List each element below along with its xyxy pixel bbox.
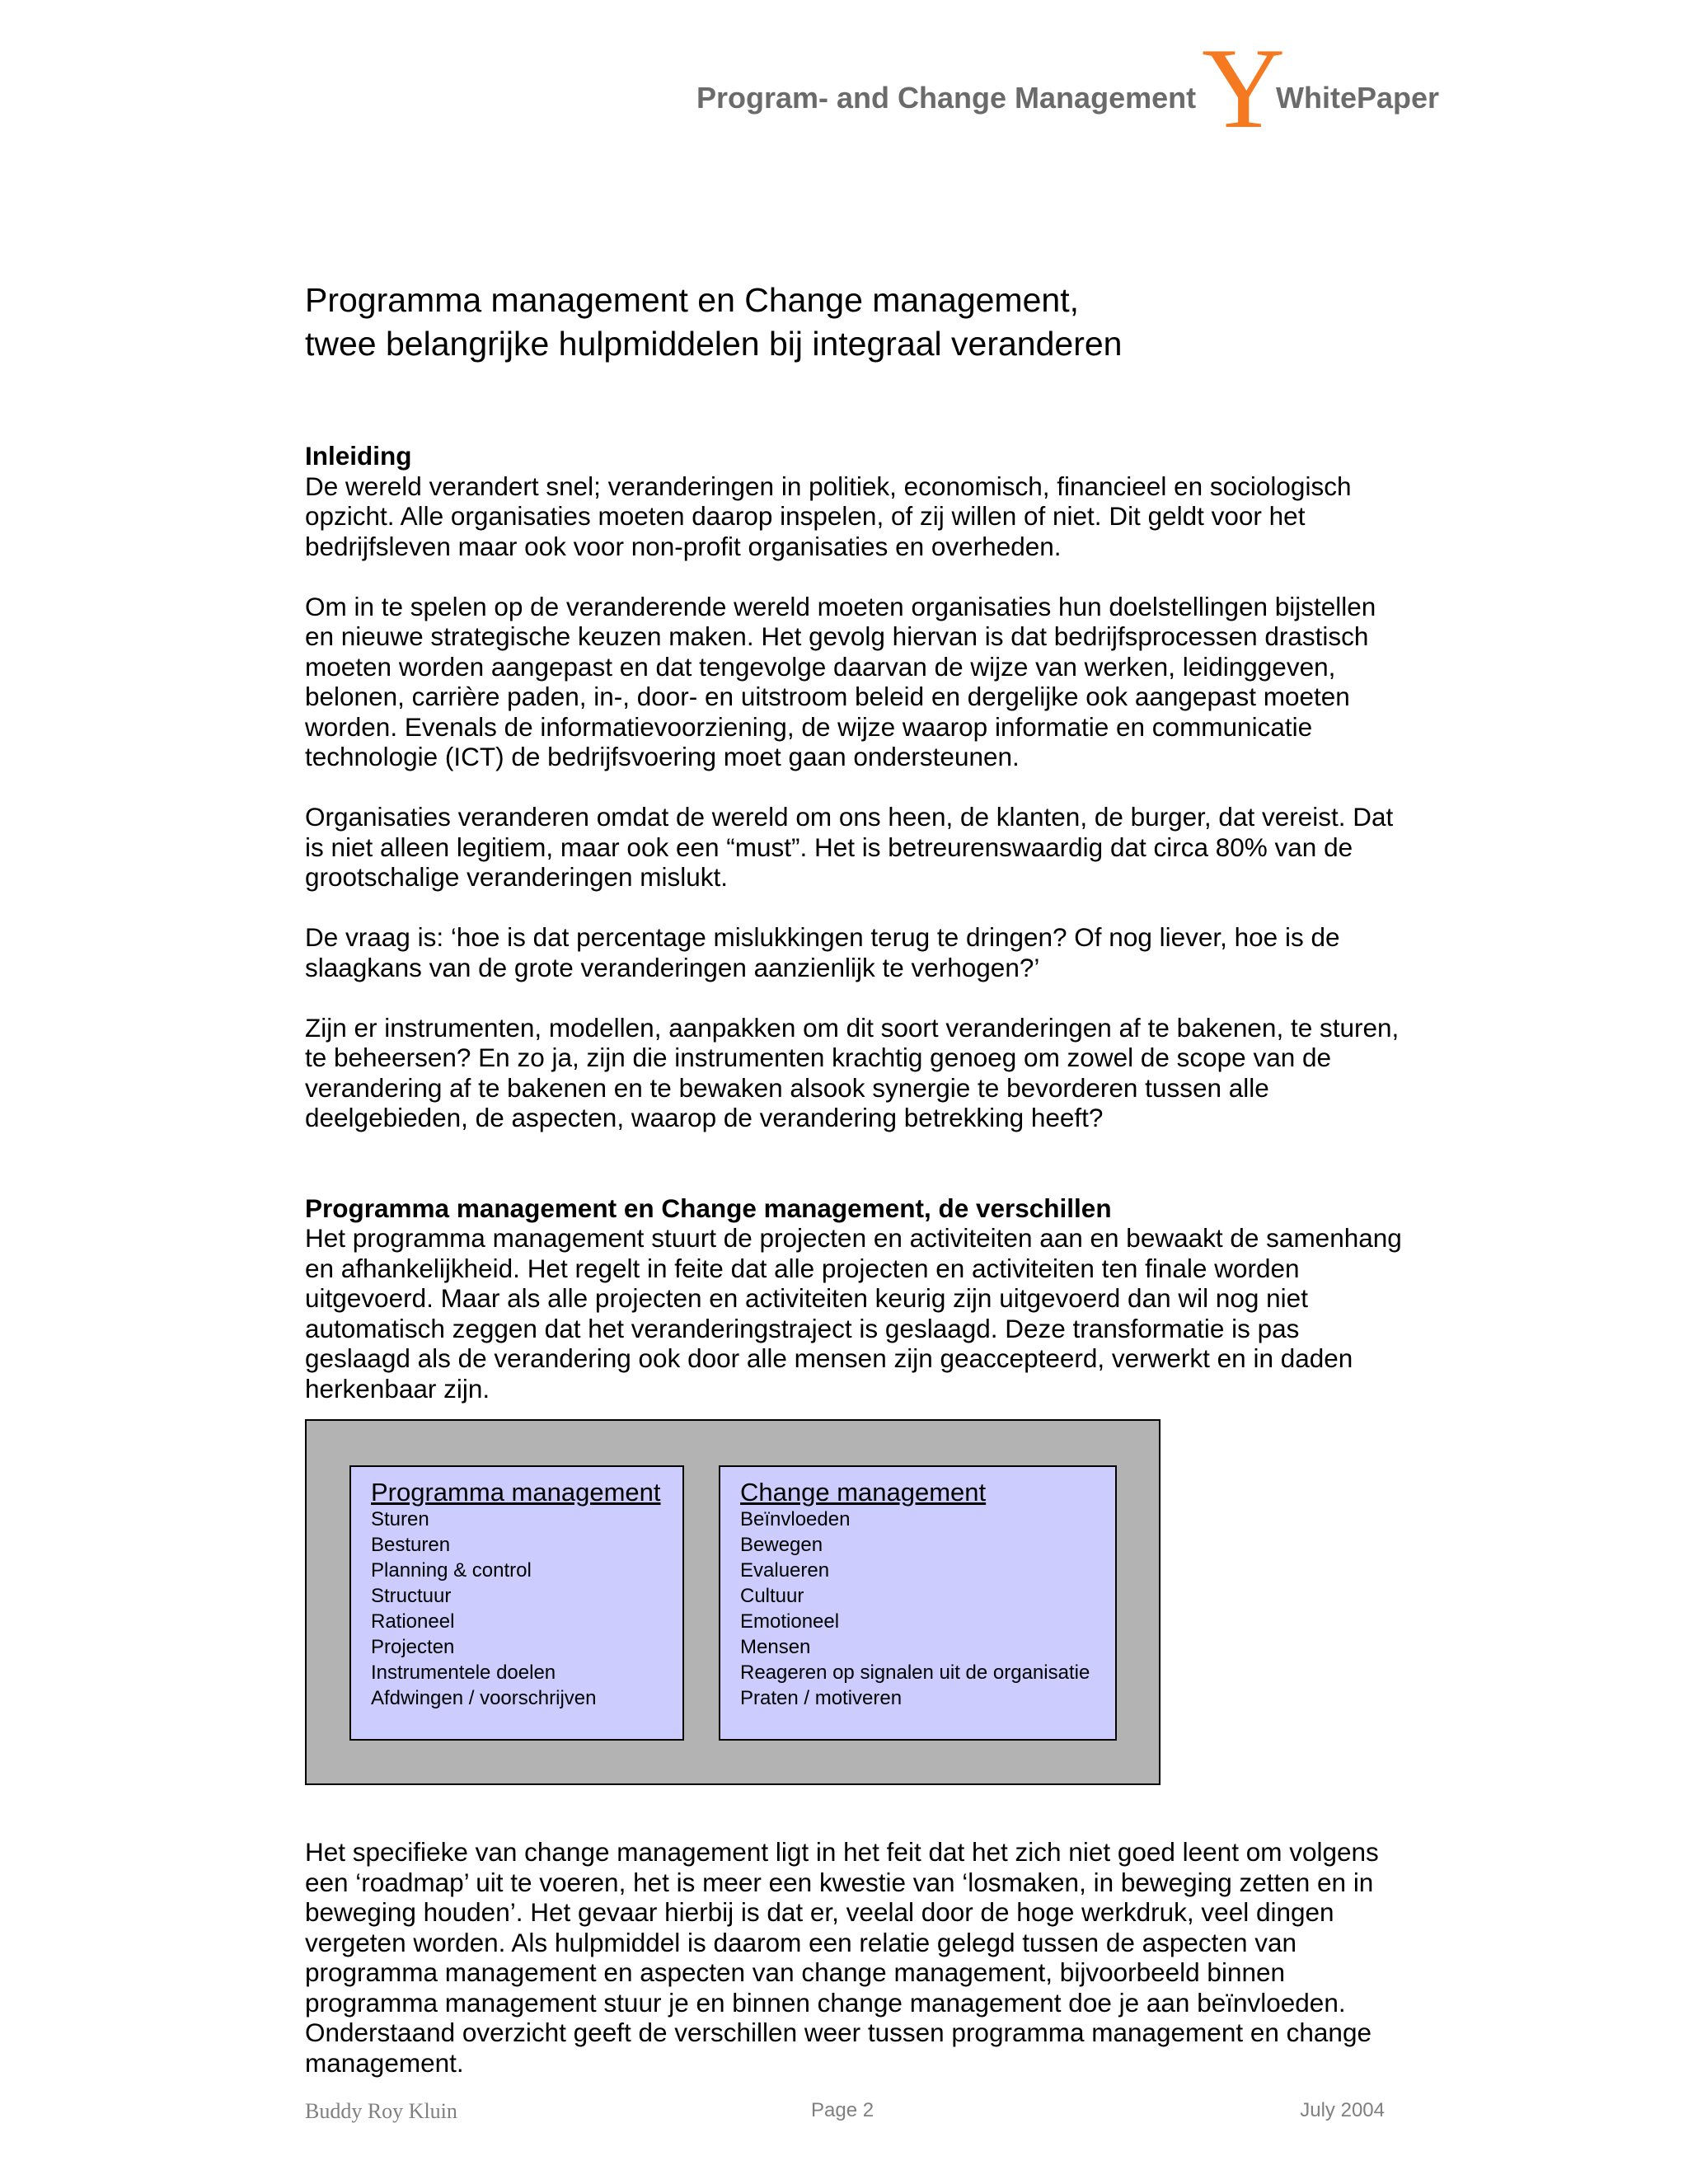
list-item: Besturen [371, 1534, 451, 1556]
section-heading-verschillen: Programma management en Change management, de verschillen [305, 1193, 1112, 1223]
list-item: Projecten [371, 1636, 455, 1658]
list-item: Beïnvloeden [740, 1508, 851, 1530]
box-list [740, 1507, 1115, 1711]
closing-paragraph: Het specifieke van change management ligt in het feit dat het zich niet goed leent om volgens een ‘roadmap’ uit te voeren, het is meer een kwestie van ‘losmaken, in beweging zetten en in beweging houden’. Het gevaar hierbij is dat er, veelal door de hoge werkdruk, veel dingen vergeten worden. Als hulpmiddel is daarom een relatie gelegd tussen de aspecten van programma management en aspecten van change management, bijvoorbeeld binnen programma management stuur je en binnen change management doe je aan beïnvloeden. Onderstaand overzicht geeft de verschillen weer tussen programma management en change management. [305, 1837, 1379, 2078]
list-item: Emotioneel [740, 1610, 840, 1633]
page-footer [305, 2099, 1385, 2132]
paragraph: De wereld verandert snel; veranderingen in politiek, economisch, financieel en sociologisch opzicht. Alle organisaties moeten daarop inspelen, of zij willen of niet. Dit geldt voor het bedrijfsleven maar ook voor non-profit organisaties en overheden. [305, 471, 1352, 561]
programma-management-box [349, 1465, 684, 1741]
list-item: Instrumentele doelen [371, 1661, 556, 1684]
document-title-line-2: twee belangrijke hulpmiddelen bij integraal veranderen [305, 325, 1123, 363]
list-item: Afdwingen / voorschrijven [371, 1687, 597, 1709]
list-item: Mensen [740, 1636, 811, 1658]
list-item: Bewegen [740, 1534, 823, 1556]
header-title: Program- and Change Management [696, 81, 1197, 115]
list-item: Reageren op signalen uit de organisatie [740, 1661, 1090, 1684]
paragraph: De vraag is: ‘hoe is dat percentage mislukkingen terug te dringen? Of nog liever, hoe is de slaagkans van de grote veranderingen aanzienlijk te verhogen?’ [305, 922, 1340, 982]
y-logo-icon: Y [1202, 25, 1286, 152]
section-heading-inleiding: Inleiding [305, 441, 412, 471]
change-management-box [719, 1465, 1117, 1741]
paragraph: Het programma management stuurt de projecten en activiteiten aan en bewaakt de samenhang en afhankelijkheid. Het regelt in feite dat alle projecten en activiteiten ten finale worden uitgevoerd. Maar als alle projecten en activiteiten keurig zijn uitgevoerd dan wil nog niet automatisch zeggen dat het veranderingstraject is geslaagd. Deze transformatie is pas geslaagd als de verandering ook door alle mensen zijn geaccepteerd, verwerkt en in daden herkenbaar zijn. [305, 1223, 1402, 1404]
comparison-diagram [305, 1419, 1160, 1785]
box-title: Change management [740, 1478, 987, 1507]
list-item: Structuur [371, 1585, 452, 1607]
paragraph: Organisaties veranderen omdat de wereld om ons heen, de klanten, de burger, dat vereist. Dat is niet alleen legitiem, maar ook een “must”. Het is betreurenswaardig dat circa 80% van de grootschalige veranderingen mislukt. [305, 802, 1394, 892]
footer-author: Buddy Roy Kluin [305, 2099, 457, 2123]
list-item: Evalueren [740, 1559, 830, 1582]
list-item: Praten / motiveren [740, 1687, 903, 1709]
footer-page-number: Page 2 [811, 2099, 874, 2121]
list-item: Sturen [371, 1508, 429, 1530]
box-list [371, 1507, 682, 1711]
footer-date: July 2004 [1300, 2099, 1385, 2121]
list-item: Planning & control [371, 1559, 532, 1582]
document-title [305, 279, 1409, 366]
paragraph: Zijn er instrumenten, modellen, aanpakken om dit soort veranderingen af te bakenen, te sturen, te beheersen? En zo ja, zijn die instrumenten krachtig genoeg om zowel de scope van de verandering af te bakenen en te bewaken alsook synergie te bevorderen tussen alle deelgebieden, de aspecten, waarop de verandering betrekking heeft? [305, 1012, 1400, 1132]
header-whitepaper-label: WhitePaper [1276, 81, 1440, 115]
page-header [696, 25, 1521, 152]
box-title: Programma management [371, 1478, 661, 1507]
list-item: Rationeel [371, 1610, 455, 1633]
document-title-line-1: Programma management en Change management, [305, 281, 1079, 319]
list-item: Cultuur [740, 1585, 804, 1607]
main-content [305, 279, 1409, 1404]
paragraph: Om in te spelen op de veranderende wereld moeten organisaties hun doelstellingen bijstellen en nieuwe strategische keuzen maken. Het gevolg hiervan is dat bedrijfsprocessen drastisch moeten worden aangepast en dat tengevolge daarvan de wijze van werken, leidinggeven, belonen, carrière paden, in-, door- en uitstroom beleid en dergelijke ook aangepast moeten worden. Evenals de informatievoorziening, de wijze waarop informatie en communicatie technologie (ICT) de bedrijfsvoering moet gaan ondersteunen. [305, 591, 1376, 771]
